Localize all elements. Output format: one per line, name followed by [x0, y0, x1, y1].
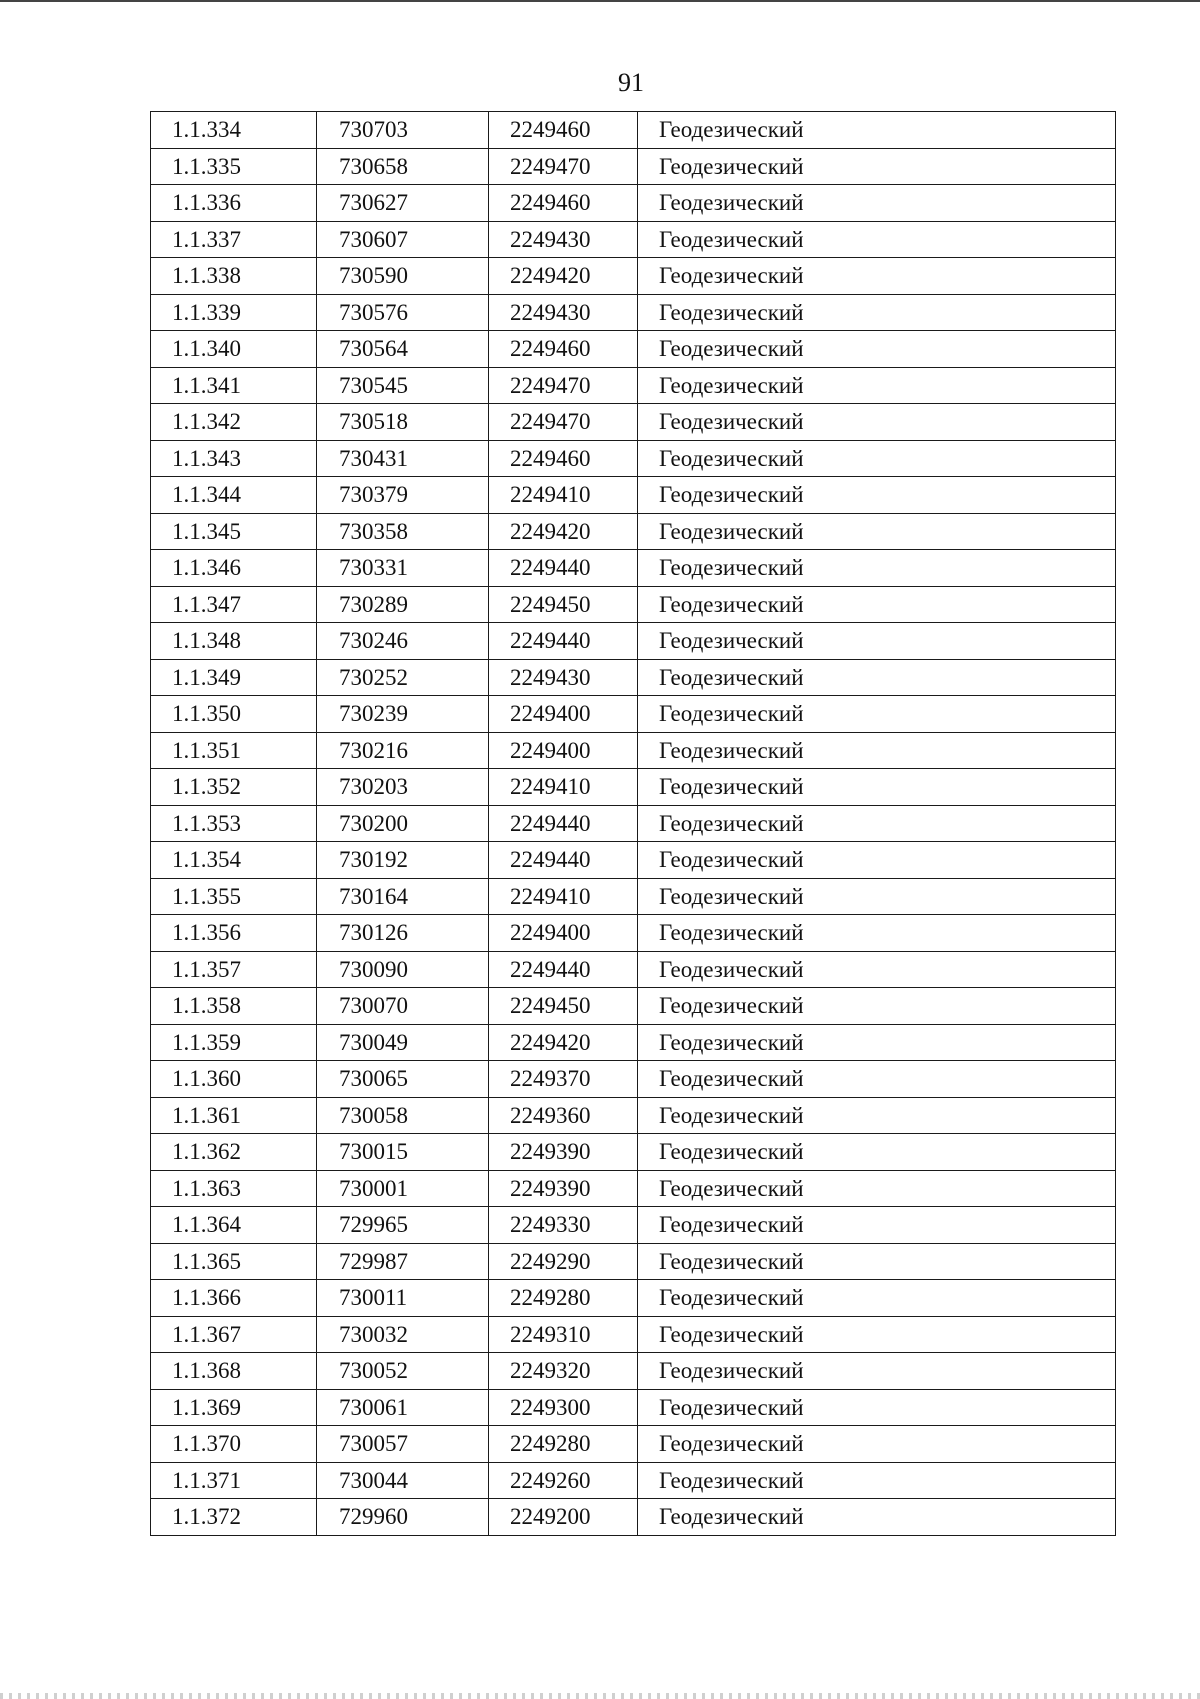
point-number-cell: 1.1.366	[151, 1280, 317, 1317]
point-type-cell: Геодезический	[638, 1426, 1116, 1463]
point-number-cell: 1.1.354	[151, 842, 317, 879]
page-number: 91	[618, 68, 644, 97]
point-type-cell: Геодезический	[638, 1316, 1116, 1353]
point-number-cell: 1.1.371	[151, 1462, 317, 1499]
point-type-cell: Геодезический	[638, 148, 1116, 185]
x-coordinate-cell: 730090	[317, 951, 489, 988]
point-type-cell: Геодезический	[638, 185, 1116, 222]
table-row	[151, 440, 1116, 477]
x-coordinate-cell: 730564	[317, 331, 489, 368]
x-coordinate-cell: 730001	[317, 1170, 489, 1207]
table-row	[151, 1024, 1116, 1061]
coordinates-table-body	[151, 112, 1116, 1536]
x-coordinate-cell: 730289	[317, 586, 489, 623]
point-type-cell: Геодезический	[638, 1389, 1116, 1426]
point-type-cell: Геодезический	[638, 586, 1116, 623]
point-type-cell: Геодезический	[638, 367, 1116, 404]
y-coordinate-cell: 2249450	[489, 586, 638, 623]
point-type-cell: Геодезический	[638, 951, 1116, 988]
y-coordinate-cell: 2249420	[489, 513, 638, 550]
point-number-cell: 1.1.352	[151, 769, 317, 806]
x-coordinate-cell: 730239	[317, 696, 489, 733]
table-row	[151, 1462, 1116, 1499]
table-row	[151, 842, 1116, 879]
point-type-cell: Геодезический	[638, 258, 1116, 295]
x-coordinate-cell: 730518	[317, 404, 489, 441]
point-type-cell: Геодезический	[638, 1207, 1116, 1244]
y-coordinate-cell: 2249410	[489, 477, 638, 514]
table-row	[151, 258, 1116, 295]
y-coordinate-cell: 2249280	[489, 1280, 638, 1317]
x-coordinate-cell: 730358	[317, 513, 489, 550]
x-coordinate-cell: 730011	[317, 1280, 489, 1317]
x-coordinate-cell: 730627	[317, 185, 489, 222]
x-coordinate-cell: 730044	[317, 1462, 489, 1499]
scan-edge-artifact	[0, 1693, 1200, 1699]
y-coordinate-cell: 2249390	[489, 1170, 638, 1207]
table-row	[151, 586, 1116, 623]
table-row	[151, 1353, 1116, 1390]
point-type-cell: Геодезический	[638, 1243, 1116, 1280]
point-number-cell: 1.1.337	[151, 221, 317, 258]
point-number-cell: 1.1.372	[151, 1499, 317, 1536]
y-coordinate-cell: 2249280	[489, 1426, 638, 1463]
x-coordinate-cell: 730331	[317, 550, 489, 587]
point-type-cell: Геодезический	[638, 1353, 1116, 1390]
y-coordinate-cell: 2249400	[489, 915, 638, 952]
point-type-cell: Геодезический	[638, 988, 1116, 1025]
y-coordinate-cell: 2249460	[489, 440, 638, 477]
point-type-cell: Геодезический	[638, 550, 1116, 587]
point-number-cell: 1.1.343	[151, 440, 317, 477]
point-type-cell: Геодезический	[638, 732, 1116, 769]
table-row	[151, 221, 1116, 258]
x-coordinate-cell: 730590	[317, 258, 489, 295]
table-row	[151, 148, 1116, 185]
table-row	[151, 1389, 1116, 1426]
point-type-cell: Геодезический	[638, 1462, 1116, 1499]
point-type-cell: Геодезический	[638, 1097, 1116, 1134]
y-coordinate-cell: 2249330	[489, 1207, 638, 1244]
y-coordinate-cell: 2249260	[489, 1462, 638, 1499]
point-type-cell: Геодезический	[638, 769, 1116, 806]
point-number-cell: 1.1.359	[151, 1024, 317, 1061]
table-row	[151, 1097, 1116, 1134]
y-coordinate-cell: 2249320	[489, 1353, 638, 1390]
point-number-cell: 1.1.361	[151, 1097, 317, 1134]
table-row	[151, 1061, 1116, 1098]
x-coordinate-cell: 730049	[317, 1024, 489, 1061]
point-number-cell: 1.1.358	[151, 988, 317, 1025]
x-coordinate-cell: 730058	[317, 1097, 489, 1134]
y-coordinate-cell: 2249370	[489, 1061, 638, 1098]
point-type-cell: Геодезический	[638, 842, 1116, 879]
point-type-cell: Геодезический	[638, 623, 1116, 660]
x-coordinate-cell: 730703	[317, 112, 489, 149]
x-coordinate-cell: 729960	[317, 1499, 489, 1536]
y-coordinate-cell: 2249440	[489, 623, 638, 660]
point-number-cell: 1.1.368	[151, 1353, 317, 1390]
point-number-cell: 1.1.363	[151, 1170, 317, 1207]
point-type-cell: Геодезический	[638, 477, 1116, 514]
y-coordinate-cell: 2249470	[489, 404, 638, 441]
point-number-cell: 1.1.342	[151, 404, 317, 441]
point-type-cell: Геодезический	[638, 659, 1116, 696]
table-row	[151, 805, 1116, 842]
point-type-cell: Геодезический	[638, 1134, 1116, 1171]
y-coordinate-cell: 2249440	[489, 842, 638, 879]
x-coordinate-cell: 730070	[317, 988, 489, 1025]
y-coordinate-cell: 2249460	[489, 112, 638, 149]
point-number-cell: 1.1.369	[151, 1389, 317, 1426]
point-type-cell: Геодезический	[638, 1499, 1116, 1536]
y-coordinate-cell: 2249200	[489, 1499, 638, 1536]
y-coordinate-cell: 2249460	[489, 331, 638, 368]
table-row	[151, 878, 1116, 915]
table-row	[151, 477, 1116, 514]
point-number-cell: 1.1.360	[151, 1061, 317, 1098]
y-coordinate-cell: 2249470	[489, 148, 638, 185]
x-coordinate-cell: 730658	[317, 148, 489, 185]
point-number-cell: 1.1.348	[151, 623, 317, 660]
y-coordinate-cell: 2249440	[489, 951, 638, 988]
x-coordinate-cell: 730032	[317, 1316, 489, 1353]
point-number-cell: 1.1.351	[151, 732, 317, 769]
y-coordinate-cell: 2249440	[489, 550, 638, 587]
y-coordinate-cell: 2249390	[489, 1134, 638, 1171]
table-row	[151, 988, 1116, 1025]
table-row	[151, 550, 1116, 587]
x-coordinate-cell: 730065	[317, 1061, 489, 1098]
table-row	[151, 331, 1116, 368]
y-coordinate-cell: 2249430	[489, 221, 638, 258]
x-coordinate-cell: 730052	[317, 1353, 489, 1390]
table-row	[151, 294, 1116, 331]
point-number-cell: 1.1.364	[151, 1207, 317, 1244]
y-coordinate-cell: 2249450	[489, 988, 638, 1025]
point-number-cell: 1.1.370	[151, 1426, 317, 1463]
table-row	[151, 1426, 1116, 1463]
point-type-cell: Геодезический	[638, 404, 1116, 441]
point-type-cell: Геодезический	[638, 1024, 1116, 1061]
point-type-cell: Геодезический	[638, 513, 1116, 550]
point-type-cell: Геодезический	[638, 696, 1116, 733]
point-type-cell: Геодезический	[638, 1280, 1116, 1317]
y-coordinate-cell: 2249400	[489, 732, 638, 769]
x-coordinate-cell: 730246	[317, 623, 489, 660]
point-number-cell: 1.1.339	[151, 294, 317, 331]
point-type-cell: Геодезический	[638, 878, 1116, 915]
point-number-cell: 1.1.338	[151, 258, 317, 295]
table-row	[151, 1134, 1116, 1171]
table-row	[151, 1499, 1116, 1536]
y-coordinate-cell: 2249400	[489, 696, 638, 733]
table-row	[151, 513, 1116, 550]
table-row	[151, 732, 1116, 769]
y-coordinate-cell: 2249410	[489, 878, 638, 915]
table-row	[151, 769, 1116, 806]
x-coordinate-cell: 730192	[317, 842, 489, 879]
x-coordinate-cell: 730379	[317, 477, 489, 514]
table-row	[151, 1207, 1116, 1244]
table-row	[151, 623, 1116, 660]
point-type-cell: Геодезический	[638, 112, 1116, 149]
point-number-cell: 1.1.350	[151, 696, 317, 733]
x-coordinate-cell: 730607	[317, 221, 489, 258]
point-number-cell: 1.1.355	[151, 878, 317, 915]
x-coordinate-cell: 730015	[317, 1134, 489, 1171]
point-type-cell: Геодезический	[638, 805, 1116, 842]
x-coordinate-cell: 730545	[317, 367, 489, 404]
point-number-cell: 1.1.345	[151, 513, 317, 550]
table-row	[151, 1243, 1116, 1280]
table-row	[151, 112, 1116, 149]
x-coordinate-cell: 730164	[317, 878, 489, 915]
y-coordinate-cell: 2249420	[489, 1024, 638, 1061]
point-number-cell: 1.1.335	[151, 148, 317, 185]
point-number-cell: 1.1.357	[151, 951, 317, 988]
y-coordinate-cell: 2249470	[489, 367, 638, 404]
point-number-cell: 1.1.340	[151, 331, 317, 368]
point-type-cell: Геодезический	[638, 294, 1116, 331]
point-number-cell: 1.1.353	[151, 805, 317, 842]
x-coordinate-cell: 729987	[317, 1243, 489, 1280]
table-row	[151, 1280, 1116, 1317]
table-row	[151, 1170, 1116, 1207]
point-number-cell: 1.1.336	[151, 185, 317, 222]
page-top-border	[0, 0, 1200, 2]
point-type-cell: Геодезический	[638, 221, 1116, 258]
point-number-cell: 1.1.334	[151, 112, 317, 149]
table-row	[151, 185, 1116, 222]
point-type-cell: Геодезический	[638, 331, 1116, 368]
x-coordinate-cell: 730203	[317, 769, 489, 806]
x-coordinate-cell: 730126	[317, 915, 489, 952]
table-row	[151, 951, 1116, 988]
point-number-cell: 1.1.344	[151, 477, 317, 514]
x-coordinate-cell: 730576	[317, 294, 489, 331]
point-type-cell: Геодезический	[638, 440, 1116, 477]
table-row	[151, 1316, 1116, 1353]
x-coordinate-cell: 729965	[317, 1207, 489, 1244]
table-row	[151, 659, 1116, 696]
point-type-cell: Геодезический	[638, 1170, 1116, 1207]
x-coordinate-cell: 730061	[317, 1389, 489, 1426]
point-number-cell: 1.1.349	[151, 659, 317, 696]
point-type-cell: Геодезический	[638, 915, 1116, 952]
x-coordinate-cell: 730431	[317, 440, 489, 477]
y-coordinate-cell: 2249290	[489, 1243, 638, 1280]
coordinates-table	[150, 111, 1116, 1536]
point-number-cell: 1.1.356	[151, 915, 317, 952]
point-number-cell: 1.1.341	[151, 367, 317, 404]
x-coordinate-cell: 730057	[317, 1426, 489, 1463]
point-type-cell: Геодезический	[638, 1061, 1116, 1098]
table-row	[151, 404, 1116, 441]
point-number-cell: 1.1.346	[151, 550, 317, 587]
y-coordinate-cell: 2249440	[489, 805, 638, 842]
y-coordinate-cell: 2249410	[489, 769, 638, 806]
y-coordinate-cell: 2249460	[489, 185, 638, 222]
x-coordinate-cell: 730216	[317, 732, 489, 769]
x-coordinate-cell: 730200	[317, 805, 489, 842]
y-coordinate-cell: 2249300	[489, 1389, 638, 1426]
table-row	[151, 367, 1116, 404]
point-number-cell: 1.1.362	[151, 1134, 317, 1171]
x-coordinate-cell: 730252	[317, 659, 489, 696]
table-row	[151, 915, 1116, 952]
y-coordinate-cell: 2249420	[489, 258, 638, 295]
y-coordinate-cell: 2249310	[489, 1316, 638, 1353]
y-coordinate-cell: 2249430	[489, 659, 638, 696]
point-number-cell: 1.1.365	[151, 1243, 317, 1280]
y-coordinate-cell: 2249360	[489, 1097, 638, 1134]
y-coordinate-cell: 2249430	[489, 294, 638, 331]
point-number-cell: 1.1.367	[151, 1316, 317, 1353]
point-number-cell: 1.1.347	[151, 586, 317, 623]
table-row	[151, 696, 1116, 733]
